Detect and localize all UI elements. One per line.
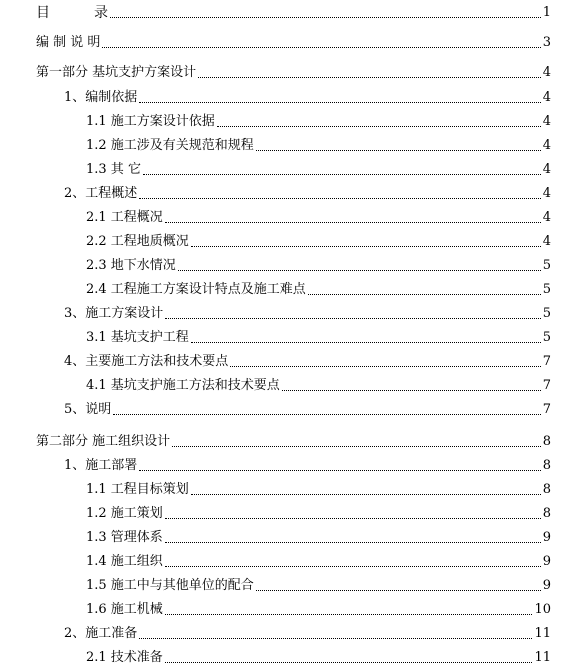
dot-leader: [217, 126, 541, 127]
toc-entry[interactable]: [86, 602, 551, 618]
entry-label: 5、说明: [64, 402, 112, 417]
dot-leader: [165, 222, 541, 223]
page-number: 5: [542, 258, 551, 273]
dot-leader: [165, 662, 533, 663]
entry-label: 第二部分 施工组织设计: [36, 434, 171, 449]
entry-label: 2.1 技术准备: [86, 650, 163, 665]
toc-entry[interactable]: [86, 650, 551, 666]
page-number: 4: [542, 138, 551, 153]
toc-entry[interactable]: [36, 35, 551, 51]
page-number: 4: [542, 162, 551, 177]
toc-entry[interactable]: [86, 258, 551, 274]
entry-label: 编 制 说 明: [36, 35, 101, 50]
toc-entry[interactable]: [64, 90, 551, 106]
dot-leader: [143, 174, 541, 175]
toc-entry[interactable]: [86, 378, 551, 394]
entry-label: 1.3 其 它: [86, 162, 141, 177]
entry-label: 1.2 施工策划: [86, 506, 163, 521]
toc-entry[interactable]: [64, 402, 551, 418]
entry-label: 1.6 施工机械: [86, 602, 163, 617]
entry-label: 1.4 施工组织: [86, 554, 163, 569]
page-number: 5: [542, 306, 551, 321]
entry-label: 第一部分 基坑支护方案设计: [36, 65, 197, 80]
dot-leader: [165, 518, 541, 519]
page-number: 4: [542, 234, 551, 249]
page-number: 8: [542, 506, 551, 521]
entry-label: 1.1 工程目标策划: [86, 482, 189, 497]
page-number: 8: [542, 434, 551, 449]
dot-leader: [198, 77, 541, 78]
page-number: 11: [534, 626, 551, 641]
dot-leader: [230, 366, 540, 367]
entry-label: 1、编制依据: [64, 90, 138, 105]
dot-leader: [139, 470, 540, 471]
toc-entry[interactable]: [64, 626, 551, 642]
entry-label: 2、工程概述: [64, 186, 138, 201]
page-number: 4: [542, 210, 551, 225]
page-number: 9: [542, 578, 551, 593]
toc-entry[interactable]: [86, 162, 551, 178]
dot-leader: [282, 390, 541, 391]
entry-label: 1.5 施工中与其他单位的配合: [86, 578, 254, 593]
page-number: 7: [542, 354, 551, 369]
toc-entry[interactable]: [86, 114, 551, 130]
page-number: 5: [542, 330, 551, 345]
dot-leader: [256, 150, 541, 151]
page-number: 4: [542, 90, 551, 105]
entry-label: 3、施工方案设计: [64, 306, 164, 321]
entry-label: 3.1 基坑支护工程: [86, 330, 189, 345]
page-number: 7: [542, 402, 551, 417]
page-number: 9: [542, 554, 551, 569]
page-number: 7: [542, 378, 551, 393]
entry-label: 2.2 工程地质概况: [86, 234, 189, 249]
toc-entry[interactable]: [36, 434, 551, 450]
dot-leader: [165, 614, 533, 615]
toc-title-label: 目 录: [36, 5, 108, 21]
entry-label: 2.1 工程概况: [86, 210, 163, 225]
toc-entry[interactable]: [86, 482, 551, 498]
toc-entry[interactable]: [64, 306, 551, 322]
page-number: 3: [542, 35, 551, 50]
dot-leader: [191, 246, 541, 247]
entry-label: 2.3 地下水情况: [86, 258, 176, 273]
toc-entry[interactable]: [64, 186, 551, 202]
toc-entry[interactable]: [86, 210, 551, 226]
dot-leader: [110, 17, 541, 18]
page-number: 8: [542, 482, 551, 497]
page-number: 4: [542, 65, 551, 80]
toc-entry[interactable]: [86, 330, 551, 346]
dot-leader: [139, 198, 540, 199]
dot-leader: [256, 590, 541, 591]
dot-leader: [139, 638, 532, 639]
entry-label: 1.2 施工涉及有关规范和规程: [86, 138, 254, 153]
dot-leader: [139, 102, 540, 103]
entry-label: 4、主要施工方法和技术要点: [64, 354, 229, 369]
entry-label: 1、施工部署: [64, 458, 138, 473]
page-number: 8: [542, 458, 551, 473]
toc-entry[interactable]: [86, 530, 551, 546]
dot-leader: [191, 494, 541, 495]
entry-label: 1.3 管理体系: [86, 530, 163, 545]
toc-title[interactable]: [36, 5, 551, 21]
page-number: 4: [542, 114, 551, 129]
dot-leader: [165, 566, 541, 567]
toc-entry[interactable]: [86, 578, 551, 594]
dot-leader: [178, 270, 541, 271]
entry-label: 4.1 基坑支护施工方法和技术要点: [86, 378, 280, 393]
toc-entry[interactable]: [86, 506, 551, 522]
dot-leader: [165, 542, 541, 543]
dot-leader: [191, 342, 541, 343]
entry-label: 1.1 施工方案设计依据: [86, 114, 215, 129]
toc-entry[interactable]: [64, 458, 551, 474]
page-number: 11: [534, 650, 551, 665]
toc-entry[interactable]: [86, 138, 551, 154]
page-number: 5: [542, 282, 551, 297]
dot-leader: [102, 47, 540, 48]
toc-entry[interactable]: [86, 282, 551, 298]
page-number: 9: [542, 530, 551, 545]
page-number: 4: [542, 186, 551, 201]
dot-leader: [165, 318, 540, 319]
entry-label: 2.4 工程施工方案设计特点及施工难点: [86, 282, 306, 297]
entry-label: 2、施工准备: [64, 626, 138, 641]
toc-entry[interactable]: [64, 354, 551, 370]
toc-entry[interactable]: [86, 234, 551, 250]
dot-leader: [172, 446, 541, 447]
dot-leader: [113, 414, 540, 415]
page-number: 1: [542, 5, 551, 20]
toc-entry[interactable]: [86, 554, 551, 570]
dot-leader: [308, 294, 541, 295]
toc-entry[interactable]: [36, 65, 551, 81]
page-number: 10: [534, 602, 551, 617]
